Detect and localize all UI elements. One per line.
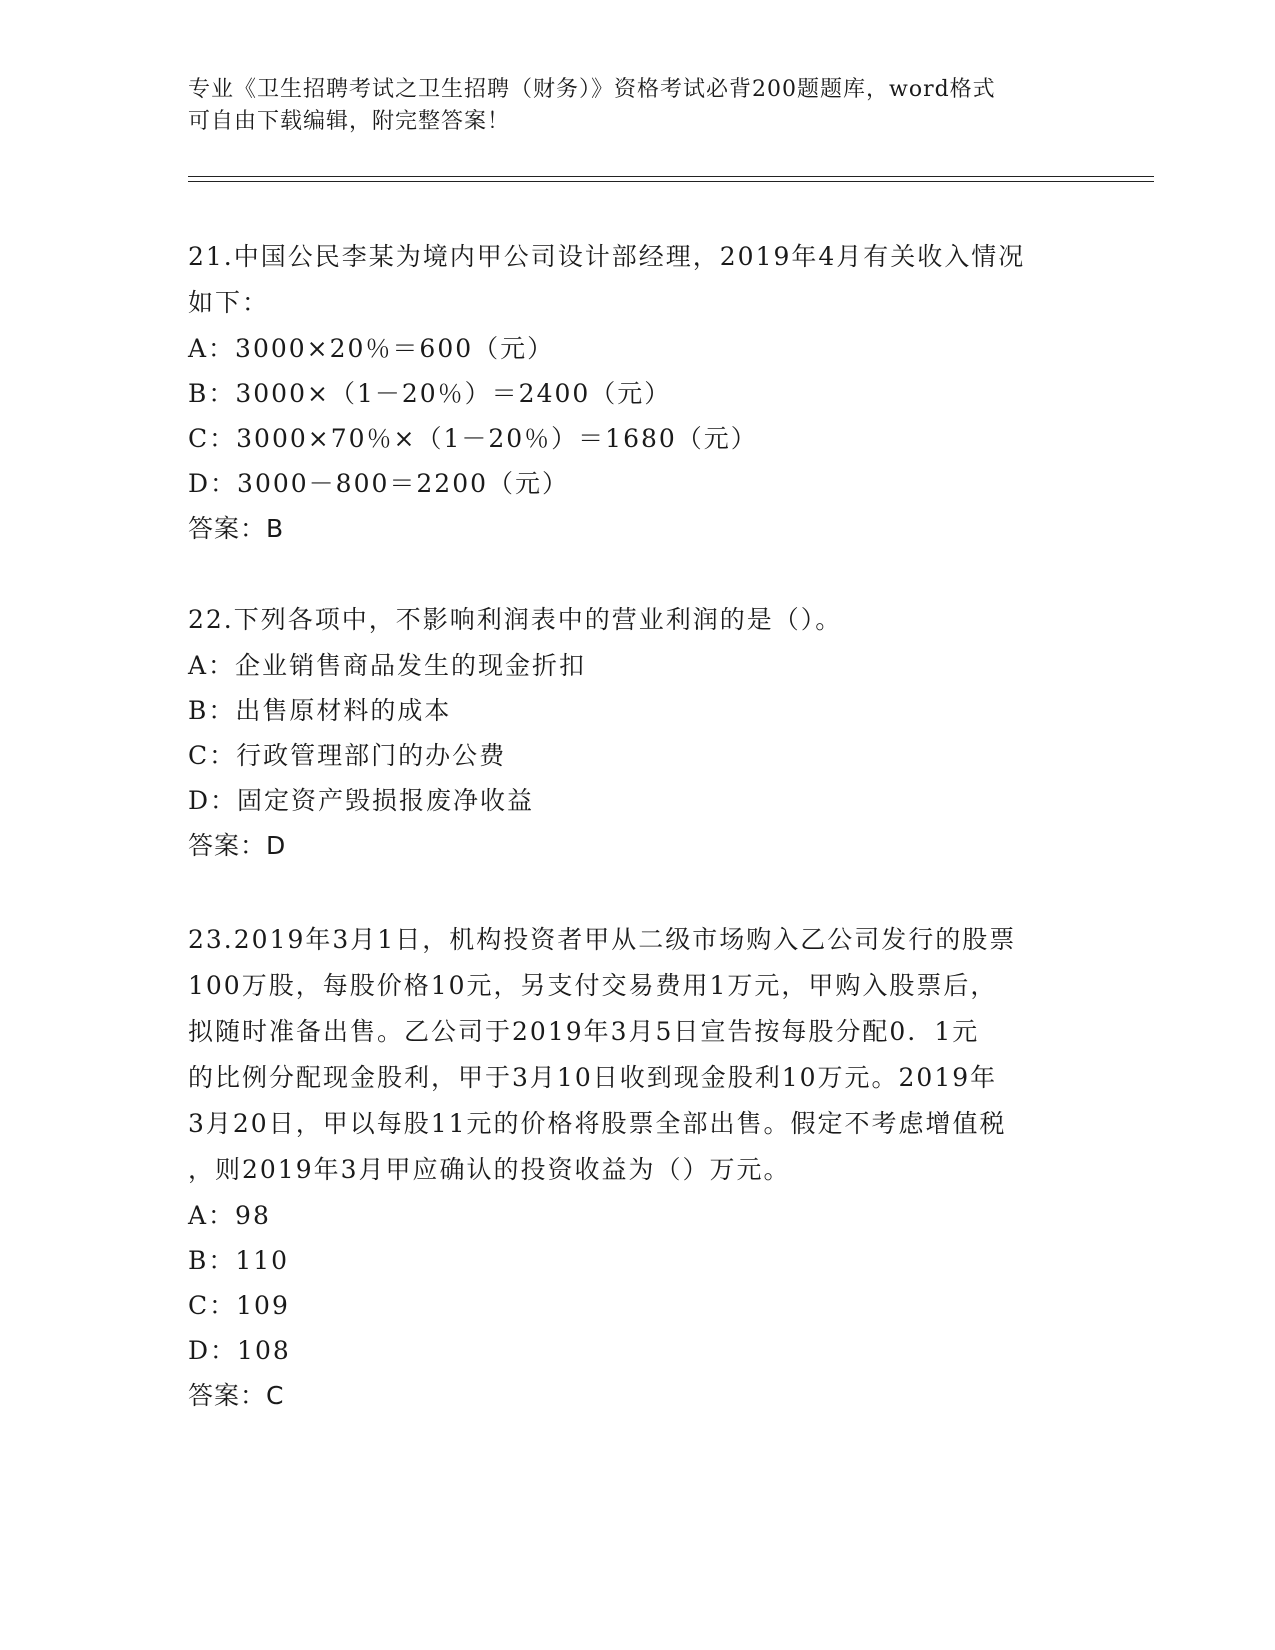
question-text-line: 21.中国公民李某为境内甲公司设计部经理，2019年4月有关收入情况 <box>188 242 1026 271</box>
answer-label: 答案：D <box>188 831 287 860</box>
option-a: A：3000×20％＝600（元） <box>188 334 555 363</box>
option-a: A：98 <box>188 1201 271 1230</box>
option-b: B：出售原材料的成本 <box>188 696 452 725</box>
answer-label: 答案：C <box>188 1381 285 1410</box>
answer-label: 答案：B <box>188 514 285 543</box>
question-text-line: 拟随时准备出售。乙公司于2019年3月5日宣告按每股分配0．1元 <box>188 1017 980 1046</box>
question-text-line: 23.2019年3月1日，机构投资者甲从二级市场购入乙公司发行的股票 <box>188 925 1017 954</box>
option-c: C：109 <box>188 1291 290 1320</box>
question-text-line: 100万股，每股价格10元，另支付交易费用1万元，甲购入股票后， <box>188 971 998 1000</box>
header-divider-top <box>188 176 1154 177</box>
question-21 <box>188 234 1088 552</box>
option-a: A：企业销售商品发生的现金折扣 <box>188 651 587 680</box>
question-text-line: 22.下列各项中，不影响利润表中的营业利润的是（）。 <box>188 605 843 634</box>
option-c: C：3000×70％×（1－20％）＝1680（元） <box>188 424 758 453</box>
option-d: D：3000－800＝2200（元） <box>188 469 570 498</box>
option-d: D：固定资产毁损报废净收益 <box>188 786 535 815</box>
document-header <box>188 74 1088 138</box>
question-text-line: 如下： <box>188 288 270 317</box>
option-c: C：行政管理部门的办公费 <box>188 741 507 770</box>
question-23 <box>188 917 1088 1419</box>
question-text-line: 的比例分配现金股利，甲于3月10日收到现金股利10万元。2019年 <box>188 1063 998 1092</box>
question-text-line: 3月20日，甲以每股11元的价格将股票全部出售。假定不考虑增值税 <box>188 1109 1007 1138</box>
question-text-line: ，则2019年3月甲应确认的投资收益为（）万元。 <box>188 1155 791 1184</box>
header-line-1: 专业《卫生招聘考试之卫生招聘（财务）》资格考试必背200题题库，word格式 <box>188 77 996 102</box>
option-d: D：108 <box>188 1336 291 1365</box>
header-line-2: 可自由下载编辑，附完整答案！ <box>188 109 511 134</box>
header-divider-bottom <box>188 181 1154 182</box>
question-22 <box>188 597 1088 869</box>
option-b: B：3000×（1－20％）＝2400（元） <box>188 379 672 408</box>
option-b: B：110 <box>188 1246 290 1275</box>
